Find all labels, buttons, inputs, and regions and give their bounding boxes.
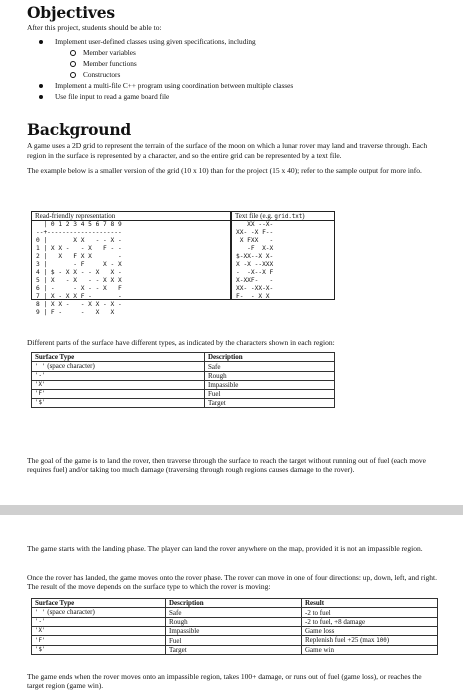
game-end-paragraph: The game ends when the rover moves onto an impassible region, takes 100+ damage, or runs out of fuel (game loss), or reaches the target region (game win). (27, 672, 422, 691)
readable-grid-box (31, 211, 231, 316)
surface-type-table (31, 352, 335, 408)
objective-item: Implement user-defined classes using given specifications, including (27, 36, 439, 47)
file-grid-box (231, 211, 335, 300)
file-grid-content: XX --X- XX- -X F-- X FXX - -F X-X $-XX--X X- X -X --XXX - -X--X F X-XXF- - XX- -XX-X- F- - X X (236, 221, 274, 300)
column-header: Description (166, 599, 302, 608)
objective-item: Use file input to read a game board file (27, 91, 439, 102)
background-heading: Background (27, 120, 132, 139)
table-row: '$' Target (32, 399, 335, 408)
objectives-heading: Objectives (27, 3, 115, 22)
movement-result-table (31, 598, 438, 655)
readable-grid-content: | 0 1 2 3 4 5 6 7 8 9 --+-------------------- 0 | X X - - X - 1 | X X - - X F - - 2 | X F X X - 3 | - F X - X 4 | $ - X X - - X X - 5 | X - X - - X X X 6 | - - X - - X F 7 | X - X X F - - 8 | X X - - X X - X - 9 | F - - X X (36, 221, 122, 316)
column-header: Surface Type (32, 353, 205, 362)
column-header: Surface Type (32, 599, 166, 608)
table-row: 'F' Fuel Replenish fuel +25 (max 100) (32, 636, 438, 646)
table-row: ' ' (space character) Safe (32, 362, 335, 372)
background-paragraph-2: The example below is a smaller version of the grid (10 x 10) than for the project (15 x 40); refer to the sample output for more info. (27, 166, 422, 176)
landing-phase-paragraph: The game starts with the landing phase. The player can land the rover anywhere on the map, provided it is not an impassible region. (27, 544, 423, 553)
objectives-intro: After this project, students should be able to: (27, 23, 162, 33)
column-header: Description (205, 353, 335, 362)
table-row: ' ' (space character) Safe -2 to fuel (32, 608, 438, 618)
background-paragraph-1: A game uses a 2D grid to represent the terrain of the surface of the moon on which a lunar rover may land and traverse through. Each region in the surface is represented by a character, and so the entire grid can be represented by a text file. (27, 141, 428, 160)
table-row: '-' Rough -2 to fuel, +8 damage (32, 618, 438, 627)
table-row: '-' Rough (32, 372, 335, 381)
file-grid-label: Text file (e.g. grid.txt) (232, 212, 334, 221)
table-row: 'X' Impassible (32, 381, 335, 390)
table-row: '$' Target Game win (32, 646, 438, 655)
surface-types-intro: Different parts of the surface have different types, as indicated by the characters shown in each region: (27, 338, 335, 347)
objective-subitem: Constructors (27, 69, 439, 80)
readable-grid-label: Read-friendly representation (32, 212, 230, 221)
objective-subitem: Member functions (27, 58, 439, 69)
objective-item: Implement a multi-file C++ program using coordination between multiple classes (27, 80, 439, 91)
objective-subitem: Member variables (27, 47, 439, 58)
objectives-list (27, 36, 439, 102)
column-header: Result (302, 599, 438, 608)
background-section (27, 120, 439, 176)
objectives-section (27, 3, 439, 102)
goal-paragraph: The goal of the game is to land the rover, then traverse through the surface to reach the target without running out of fuel (each move requires fuel) and/or taking too much damage (traversing through rough regions causes damage to the rover). (27, 456, 427, 475)
section-divider (0, 505, 463, 515)
table-row: 'X' Impassible Game loss (32, 627, 438, 636)
rover-phase-paragraph: Once the rover has landed, the game moves onto the rover phase. The rover can move in one of four directions: up, down, left, and right. The result of the move depends on the surface type to which the rover is moving: (27, 573, 437, 592)
table-row: 'F' Fuel (32, 390, 335, 399)
